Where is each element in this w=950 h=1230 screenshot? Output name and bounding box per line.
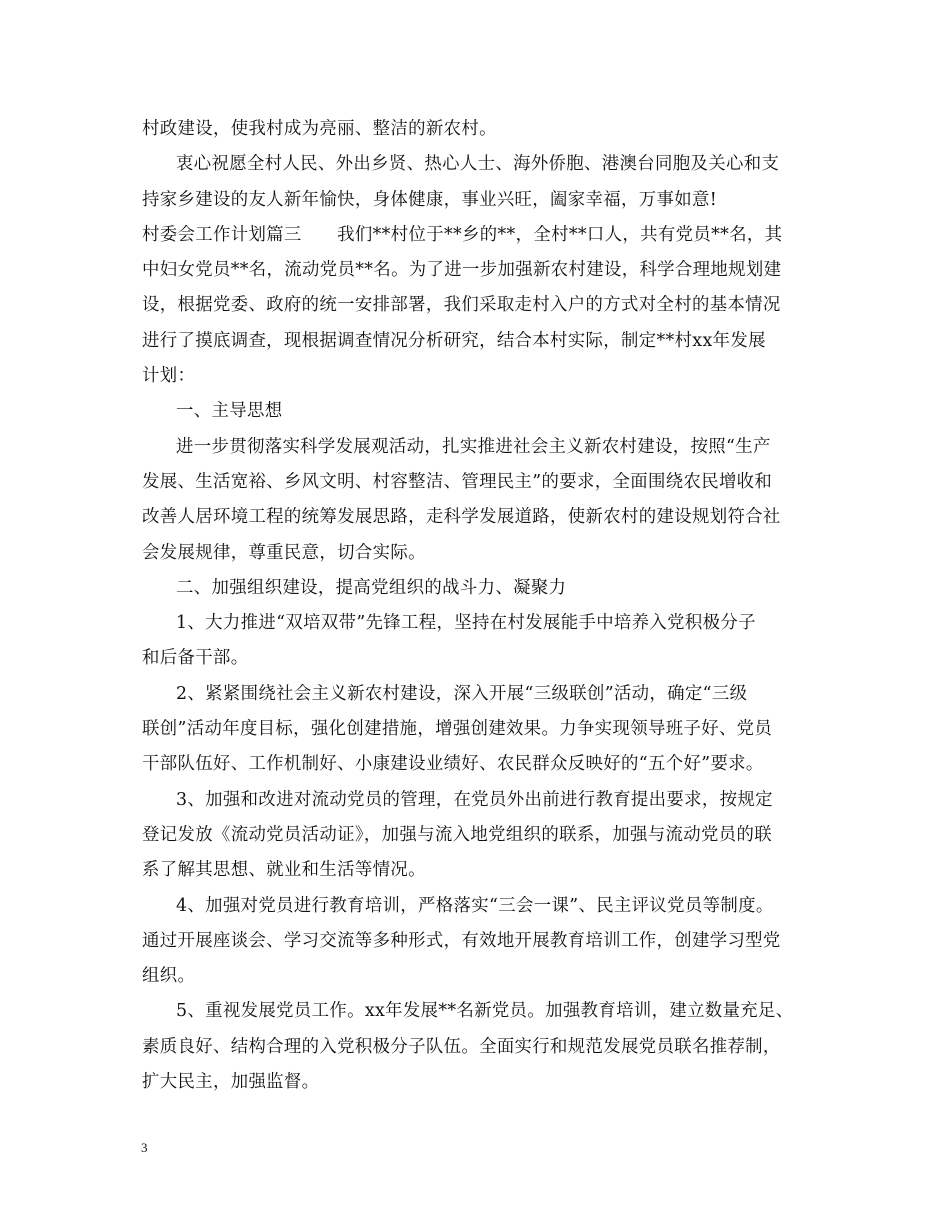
text-line: 素质良好、结构合理的入党积极分子队伍。全面实行和规范发展党员联名推荐制， — [142, 1036, 781, 1057]
text-line: 联创”活动年度目标，强化创建措施，增强创建效果。力争实现领导班子好、党员 — [142, 719, 773, 740]
text-line: 持家乡建设的友人新年愉快，身体健康，事业兴旺，阖家幸福，万事如意! — [142, 189, 718, 210]
document-body — [142, 112, 832, 1100]
text-line: 计划： — [142, 366, 196, 387]
text-line: 设，根据党委、政府的统一安排部署，我们采取走村入户的方式对全村的基本情况 — [142, 295, 781, 316]
subheading-organization: 二、加强组织建设，提高党组织的战斗力、凝聚力 — [176, 577, 567, 598]
text-line: 通过开展座谈会、学习交流等多种形式，有效地开展教育培训工作，创建学习型党 — [142, 930, 781, 951]
text-line: 中妇女党员**名，流动党员**名。为了进一步加强新农村建设，科学合理地规划建 — [142, 260, 782, 281]
list-item-3: 3、加强和改进对流动党员的管理，在党员外出前进行教育提出要求，按规定 — [176, 789, 773, 810]
text-line: 系了解其思想、就业和生活等情况。 — [142, 860, 426, 881]
text-line: 发展、生活宽裕、乡风文明、村容整洁、管理民主”的要求，全面围绕农民增收和 — [142, 471, 773, 492]
section-heading-line: 村委会工作计划篇三 我们**村位于**乡的**，全村**口人，共有党员**名，其 — [142, 224, 783, 245]
text-line: 登记发放《流动党员活动证》，加强与流入地党组织的联系，加强与流动党员的联 — [142, 824, 772, 845]
text-line: 会发展规律，尊重民意，切合实际。 — [142, 542, 426, 563]
text-line: 进一步贯彻落实科学发展观活动，扎实推进社会主义新农村建设，按照“生产 — [176, 436, 771, 457]
text-line: 进行了摸底调查，现根据调查情况分析研究，结合本村实际，制定**村xx年发展 — [142, 330, 766, 351]
list-item-1: 1、大力推进“双培双带”先锋工程，坚持在村发展能手中培养入党积极分子 — [176, 613, 756, 634]
page-number: 3 — [141, 1140, 148, 1155]
text-line: 和后备干部。 — [142, 648, 249, 669]
list-item-2: 2、紧紧围绕社会主义新农村建设，深入开展“三级联创”活动，确定“三级 — [176, 683, 748, 704]
text-line: 扩大民主，加强监督。 — [142, 1072, 320, 1093]
text-line: 改善人居环境工程的统筹发展思路，走科学发展道路，使新农村的建设规划符合社 — [142, 507, 781, 528]
text-line: 组织。 — [142, 966, 196, 987]
subheading-main-idea: 一、主导思想 — [176, 401, 283, 422]
text-line: 干部队伍好、工作机制好、小康建设业绩好、农民群众反映好的“五个好”要求。 — [142, 754, 764, 775]
text-line: 衷心祝愿全村人民、外出乡贤、热心人士、海外侨胞、港澳台同胞及关心和支 — [176, 154, 780, 175]
list-item-5: 5、重视发展党员工作。xx年发展**名新党员。加强教育培训，建立数量充足、 — [176, 1001, 794, 1022]
list-item-4: 4、加强对党员进行教育培训，严格落实“三会一课”、民主评议党员等制度。 — [176, 895, 774, 916]
text-line: 村政建设，使我村成为亮丽、整洁的新农村。 — [142, 119, 497, 139]
